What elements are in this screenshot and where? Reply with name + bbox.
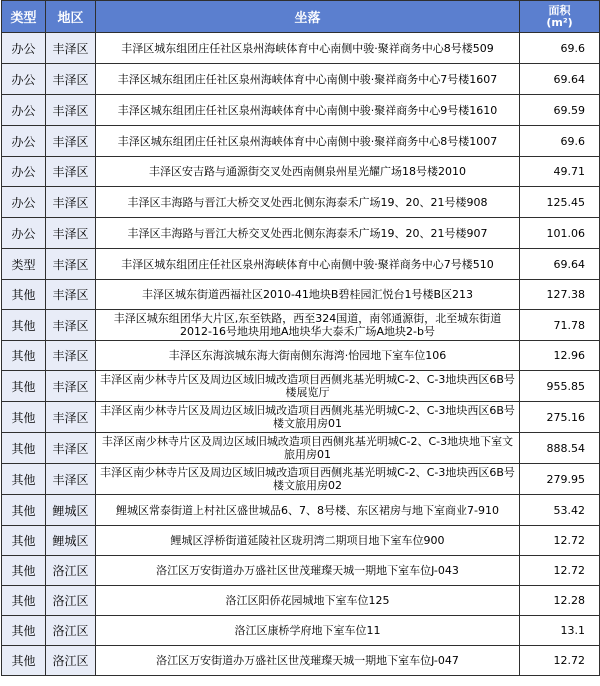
cell-district: 洛江区 (46, 586, 96, 616)
table-row (2, 249, 600, 280)
cell-district: 丰泽区 (46, 157, 96, 187)
cell-type: 办公 (2, 157, 46, 187)
cell-location: 丰泽区城东组团华大片区,东至铁路，西至324国道，南邻通源街，北至城东街道2012-16号地块用地A地块华大泰禾广场A地块2-b号 (96, 310, 520, 341)
cell-area: 53.42 (520, 495, 600, 526)
cell-location: 丰泽区城东组团庄任社区泉州海峡体育中心南侧中骏·聚祥商务中心9号楼1610 (96, 95, 520, 126)
cell-location: 丰泽区安吉路与通源街交叉处西南侧泉州星光耀广场18号楼2010 (96, 157, 520, 187)
header-type: 类型 (2, 1, 46, 33)
cell-district: 丰泽区 (46, 464, 96, 495)
cell-area: 125.45 (520, 187, 600, 218)
header-district: 地区 (46, 1, 96, 33)
cell-area: 101.06 (520, 218, 600, 249)
cell-district: 丰泽区 (46, 341, 96, 371)
cell-location: 丰泽区丰海路与晋江大桥交叉处西北侧东海泰禾广场19、20、21号楼907 (96, 218, 520, 249)
cell-type: 办公 (2, 33, 46, 64)
cell-district: 丰泽区 (46, 33, 96, 64)
cell-district: 丰泽区 (46, 310, 96, 341)
cell-type: 办公 (2, 187, 46, 218)
cell-type: 办公 (2, 218, 46, 249)
table-row (2, 280, 600, 310)
cell-location: 丰泽区城东组团庄任社区泉州海峡体育中心南侧中骏·聚祥商务中心8号楼509 (96, 33, 520, 64)
header-area-unit: (m²) (546, 15, 573, 29)
cell-area: 12.72 (520, 526, 600, 556)
table-row (2, 402, 600, 433)
header-location: 坐落 (96, 1, 520, 33)
cell-type: 类型 (2, 249, 46, 280)
cell-location: 洛江区阳侨花园城地下室车位125 (96, 586, 520, 616)
cell-area: 69.64 (520, 249, 600, 280)
header-row (2, 1, 600, 33)
table-row (2, 371, 600, 402)
cell-district: 丰泽区 (46, 249, 96, 280)
cell-area: 275.16 (520, 402, 600, 433)
cell-location: 丰泽区城东组团庄任社区泉州海峡体育中心南侧中骏·聚祥商务中心7号楼510 (96, 249, 520, 280)
cell-type: 其他 (2, 464, 46, 495)
header-area-label: 面积 (548, 3, 571, 17)
cell-area: 12.96 (520, 341, 600, 371)
table-row (2, 95, 600, 126)
cell-location: 丰泽区南少林寺片区及周边区域旧城改造项目西侧兆基光明城C-2、C-3地块西区6B号楼展览厅 (96, 371, 520, 402)
cell-district: 丰泽区 (46, 280, 96, 310)
table-row (2, 586, 600, 616)
cell-location: 丰泽区南少林寺片区及周边区域旧城改造项目西侧兆基光明城C-2、C-3地块西区6B号楼文旅用房01 (96, 402, 520, 433)
cell-district: 丰泽区 (46, 95, 96, 126)
cell-type: 其他 (2, 556, 46, 586)
cell-district: 洛江区 (46, 556, 96, 586)
cell-area: 13.1 (520, 616, 600, 646)
table-row (2, 157, 600, 187)
table-row (2, 341, 600, 371)
table-row (2, 646, 600, 676)
table-row (2, 310, 600, 341)
cell-area: 12.28 (520, 586, 600, 616)
table-row (2, 616, 600, 646)
cell-location: 丰泽区南少林寺片区及周边区域旧城改造项目西侧兆基光明城C-2、C-3地块地下室文旅用房01 (96, 433, 520, 464)
cell-type: 办公 (2, 64, 46, 95)
cell-location: 丰泽区东海滨城东海大街南侧东海湾·怡园地下室车位106 (96, 341, 520, 371)
cell-area: 49.71 (520, 157, 600, 187)
table-row (2, 526, 600, 556)
cell-district: 丰泽区 (46, 64, 96, 95)
table-row (2, 64, 600, 95)
cell-area: 12.72 (520, 556, 600, 586)
table-row (2, 464, 600, 495)
cell-location: 洛江区万安街道办万盛社区世茂璀璨天城一期地下室车位J-043 (96, 556, 520, 586)
cell-location: 丰泽区城东组团庄任社区泉州海峡体育中心南侧中骏·聚祥商务中心8号楼1007 (96, 126, 520, 157)
cell-area: 127.38 (520, 280, 600, 310)
cell-type: 其他 (2, 646, 46, 676)
cell-area: 71.78 (520, 310, 600, 341)
cell-district: 鲤城区 (46, 526, 96, 556)
cell-type: 其他 (2, 402, 46, 433)
table-row (2, 187, 600, 218)
cell-type: 办公 (2, 126, 46, 157)
cell-type: 办公 (2, 95, 46, 126)
cell-type: 其他 (2, 433, 46, 464)
cell-type: 其他 (2, 616, 46, 646)
cell-location: 丰泽区丰海路与晋江大桥交叉处西北侧东海泰禾广场19、20、21号楼908 (96, 187, 520, 218)
cell-district: 丰泽区 (46, 371, 96, 402)
cell-location: 鲤城区浮桥街道延陵社区珑玥湾二期项目地下室车位900 (96, 526, 520, 556)
cell-district: 丰泽区 (46, 433, 96, 464)
cell-type: 其他 (2, 310, 46, 341)
cell-type: 其他 (2, 526, 46, 556)
cell-type: 其他 (2, 341, 46, 371)
cell-district: 洛江区 (46, 616, 96, 646)
cell-type: 其他 (2, 586, 46, 616)
cell-area: 955.85 (520, 371, 600, 402)
cell-area: 69.59 (520, 95, 600, 126)
cell-location: 洛江区康桥学府地下室车位11 (96, 616, 520, 646)
table-row (2, 218, 600, 249)
cell-location: 丰泽区城东街道西福社区2010-41地块B碧桂园汇悦台1号楼B区213 (96, 280, 520, 310)
header-area (520, 1, 600, 33)
cell-area: 69.6 (520, 33, 600, 64)
table-row (2, 495, 600, 526)
cell-area: 888.54 (520, 433, 600, 464)
cell-area: 279.95 (520, 464, 600, 495)
cell-district: 洛江区 (46, 646, 96, 676)
cell-type: 其他 (2, 371, 46, 402)
cell-area: 12.72 (520, 646, 600, 676)
cell-area: 69.6 (520, 126, 600, 157)
cell-location: 鲤城区常泰街道上村社区盛世城品6、7、8号楼、东区裙房与地下室商业7-910 (96, 495, 520, 526)
table-row (2, 433, 600, 464)
cell-type: 其他 (2, 495, 46, 526)
table-row (2, 126, 600, 157)
table-row (2, 556, 600, 586)
cell-type: 其他 (2, 280, 46, 310)
cell-location: 丰泽区南少林寺片区及周边区域旧城改造项目西侧兆基光明城C-2、C-3地块西区6B号楼文旅用房02 (96, 464, 520, 495)
cell-area: 69.64 (520, 64, 600, 95)
property-table (1, 0, 600, 676)
cell-district: 丰泽区 (46, 126, 96, 157)
cell-district: 丰泽区 (46, 402, 96, 433)
cell-district: 丰泽区 (46, 218, 96, 249)
cell-location: 洛江区万安街道办万盛社区世茂璀璨天城一期地下室车位J-047 (96, 646, 520, 676)
table-row (2, 33, 600, 64)
cell-district: 鲤城区 (46, 495, 96, 526)
cell-location: 丰泽区城东组团庄任社区泉州海峡体育中心南侧中骏·聚祥商务中心7号楼1607 (96, 64, 520, 95)
cell-district: 丰泽区 (46, 187, 96, 218)
